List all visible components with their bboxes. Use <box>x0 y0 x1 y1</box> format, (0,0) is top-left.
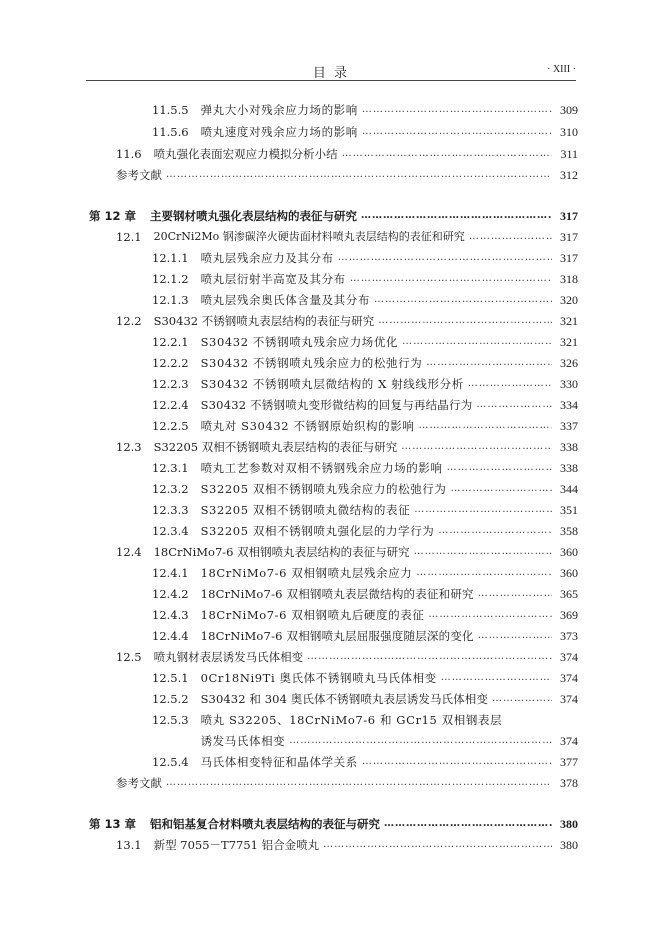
toc-leader-dots <box>414 501 552 519</box>
toc-entry-page: 380 <box>560 817 578 831</box>
toc-chapter[interactable] <box>89 815 578 833</box>
toc-leader-dots <box>374 291 552 309</box>
toc-leader-dots <box>289 732 552 750</box>
toc-leader-dots <box>469 228 552 246</box>
toc-leader-dots <box>401 438 552 456</box>
toc-entry[interactable] <box>152 669 578 687</box>
toc-entry-page: 312 <box>560 168 578 182</box>
toc-entry[interactable] <box>116 836 578 854</box>
toc-leader-dots <box>478 627 552 645</box>
toc-entry-title: 18CrNiMo7-6 双相钢喷丸表层微结构的表征和研究 <box>200 587 474 601</box>
toc-entry-page: 317 <box>560 251 578 265</box>
toc-entry-title: 喷丸对 S30432 不锈钢原始织构的影响 <box>200 419 415 433</box>
toc-entry-references[interactable] <box>116 166 578 184</box>
toc-entry-title: S32205 双相不锈钢喷丸微结构的表征 <box>200 503 411 517</box>
toc-entry-title: 喷丸速度对残余应力场的影响 <box>200 125 358 139</box>
toc-entry-title: 马氏体相变特征和晶体学关系 <box>200 755 358 769</box>
toc-entry-title: 20CrNi2Mo 钢渗碳淬火硬齿面材料喷丸表层结构的表征和研究 <box>153 230 465 243</box>
toc-entry[interactable] <box>152 417 578 435</box>
toc-leader-dots <box>378 312 552 330</box>
toc-entry[interactable] <box>152 270 578 288</box>
toc-leader-dots <box>468 375 552 393</box>
toc-entry[interactable] <box>116 438 578 456</box>
toc-entry[interactable] <box>152 333 578 351</box>
header-title: 目 录 <box>312 66 350 81</box>
toc-entry-page: 374 <box>560 671 578 685</box>
toc-entry-number: 12.5.2 <box>152 692 189 706</box>
toc-entry-number: 12.2.2 <box>152 356 189 370</box>
toc-entry-number: 12.4.4 <box>152 629 189 643</box>
toc-leader-dots <box>428 606 552 624</box>
toc-leader-dots <box>166 166 552 184</box>
toc-entry-number: 12.2.4 <box>152 398 189 412</box>
toc-entry-title: 喷丸强化表面宏观应力模拟分析小结 <box>153 147 338 161</box>
toc-entry[interactable] <box>116 543 578 561</box>
toc-leader-dots <box>342 145 552 163</box>
toc-entry-number: 12.5.3 <box>152 713 189 727</box>
toc-entry-page: 377 <box>560 755 578 769</box>
toc-entry-number: 12.2 <box>116 314 142 328</box>
toc-entry-number: 12.5 <box>116 650 142 664</box>
toc-entry[interactable] <box>152 711 578 729</box>
toc-entry[interactable] <box>152 480 578 498</box>
toc-entry-title: 18CrNiMo7-6 双相钢喷丸层残余应力 <box>200 566 413 580</box>
toc-entry-number: 12.3.1 <box>152 461 189 475</box>
toc-entry[interactable] <box>152 606 578 624</box>
toc-leader-dots <box>416 564 552 582</box>
toc-entry-number: 12.1.1 <box>152 251 189 265</box>
toc-entry-references[interactable] <box>116 774 578 792</box>
toc-entry-page: 369 <box>560 608 578 622</box>
toc-chapter-title: 铝和铝基复合材料喷丸表层结构的表征与研究 <box>150 817 381 831</box>
toc-entry-title: S30432 不锈钢喷丸层微结构的 X 射线线形分析 <box>200 377 464 391</box>
toc-entry-page: 351 <box>560 503 578 517</box>
toc-entry-page: 337 <box>560 419 578 433</box>
toc-entry[interactable] <box>152 291 578 309</box>
toc-entry-number: 13.1 <box>116 838 142 852</box>
toc-entry-page: 334 <box>560 398 578 412</box>
toc-entry-number: 12.4.2 <box>152 587 189 601</box>
toc-entry[interactable] <box>152 585 578 603</box>
toc-entry-number: 12.1.2 <box>152 272 189 286</box>
toc-entry-page: 358 <box>560 524 578 538</box>
toc-entry-number: 12.1.3 <box>152 293 189 307</box>
toc-entry-number: 12.2.1 <box>152 335 189 349</box>
toc-leader-dots <box>166 774 552 792</box>
toc-entry-page: 360 <box>560 566 578 580</box>
toc-entry-page: 330 <box>560 377 578 391</box>
toc-chapter-number: 第 12 章 <box>89 209 137 223</box>
toc-entry-title: 0Cr18Ni9Ti 奥氏体不锈钢喷丸马氏体相变 <box>200 671 437 685</box>
toc-entry-page: 374 <box>560 734 578 748</box>
toc-entry[interactable] <box>152 501 578 519</box>
toc-entry-number: 12.3.4 <box>152 524 189 538</box>
toc-entry-page: 318 <box>560 272 578 286</box>
toc-entry[interactable] <box>152 459 578 477</box>
toc-entry-page: 365 <box>560 587 578 601</box>
toc-entry-page: 380 <box>560 838 578 852</box>
toc-entry-continuation[interactable] <box>152 732 578 750</box>
toc-leader-dots <box>362 101 552 119</box>
toc-entry-number: 12.4.1 <box>152 566 189 580</box>
toc-entry-title: 喷丸层衍射半高宽及其分布 <box>200 272 346 286</box>
toc-entry-number: 12.2.5 <box>152 419 189 433</box>
toc-leader-dots <box>447 459 552 477</box>
toc-entry-title: 喷丸层残余奥氏体含量及其分布 <box>200 293 370 307</box>
toc-entry-title: S30432 不锈钢喷丸残余应力的松弛行为 <box>200 356 423 370</box>
toc-leader-dots <box>492 690 552 708</box>
toc-entry-page: 338 <box>560 440 578 454</box>
toc-chapter-number: 第 13 章 <box>89 817 137 831</box>
toc-entry-page: 373 <box>560 629 578 643</box>
toc-leader-dots <box>362 123 552 141</box>
toc-entry-page: 321 <box>560 335 578 349</box>
toc-entry-title: S30432 不锈钢喷丸表层结构的表征与研究 <box>153 314 375 328</box>
toc-entry[interactable] <box>152 564 578 582</box>
toc-leader-dots <box>438 522 552 540</box>
toc-leader-dots <box>451 480 553 498</box>
toc-entry-number: 11.6 <box>116 147 142 161</box>
toc-entry-page: 374 <box>560 692 578 706</box>
toc-entry-page: 326 <box>560 356 578 370</box>
toc-entry-title: 喷丸钢材表层诱发马氏体相变 <box>153 650 304 664</box>
toc-entry[interactable] <box>116 145 578 163</box>
toc-entry-title: S30432 不锈钢喷丸变形微结构的回复与再结晶行为 <box>200 398 473 412</box>
toc-entry-title: 18CrNiMo7-6 双相钢喷丸层屈服强度随层深的变化 <box>200 629 474 643</box>
toc-entry[interactable] <box>152 396 578 414</box>
toc-leader-dots <box>476 396 552 414</box>
toc-entry[interactable] <box>152 123 578 141</box>
toc-entry-number: 12.4.3 <box>152 608 189 622</box>
toc-leader-dots <box>478 585 552 603</box>
toc-entry-number: 11.5.5 <box>152 103 189 117</box>
toc-entry-number: 12.5.1 <box>152 671 189 685</box>
toc-entry-page: 338 <box>560 461 578 475</box>
toc-entry-page: 317 <box>560 209 578 223</box>
toc-entry-title: 弹丸大小对残余应力场的影响 <box>200 103 358 117</box>
toc-entry[interactable] <box>152 249 578 267</box>
toc-entry-title: 参考文献 <box>116 168 162 182</box>
toc-entry-title: 诱发马氏体相变 <box>200 734 286 748</box>
toc-entry-title: 喷丸工艺参数对双相不锈钢残余应力场的影响 <box>200 461 443 475</box>
toc-entry-title: 18CrNiMo7-6 双相钢喷丸表层结构的表征与研究 <box>153 545 410 559</box>
toc-entry-title: S32205 双相不锈钢喷丸残余应力的松弛行为 <box>200 482 447 496</box>
toc-entry-number: 11.5.6 <box>152 125 189 139</box>
toc-entry-page: 360 <box>560 545 578 559</box>
toc-entry-page: 378 <box>560 776 578 790</box>
toc-leader-dots <box>350 270 552 288</box>
toc-entry[interactable] <box>116 228 578 246</box>
toc-leader-dots <box>441 669 552 687</box>
toc-entry-title: 喷丸层残余应力及其分布 <box>200 251 334 265</box>
toc-leader-dots <box>426 354 552 372</box>
toc-chapter[interactable] <box>89 207 578 225</box>
toc-leader-dots <box>414 543 552 561</box>
toc-leader-dots <box>362 753 552 771</box>
toc-entry-number: 12.1 <box>116 230 142 244</box>
toc-entry-page: 309 <box>560 103 578 117</box>
toc-leader-dots <box>402 333 552 351</box>
toc-entry[interactable] <box>152 690 578 708</box>
toc-entry-page: 344 <box>560 482 578 496</box>
toc-entry[interactable] <box>152 375 578 393</box>
header-page-number: · XIII · <box>547 64 576 75</box>
toc-entry-page: 374 <box>560 650 578 664</box>
toc-entry-number: 12.5.4 <box>152 755 189 769</box>
toc-leader-dots <box>418 417 552 435</box>
toc-leader-dots <box>323 836 552 854</box>
toc-entry-title: S32205 双相不锈钢喷丸强化层的力学行为 <box>200 524 435 538</box>
toc-entry-number: 12.2.3 <box>152 377 189 391</box>
toc-entry[interactable] <box>152 627 578 645</box>
toc-entry-number: 12.3.3 <box>152 503 189 517</box>
toc-entry[interactable] <box>116 312 578 330</box>
toc-leader-dots <box>307 648 552 666</box>
toc-entry[interactable] <box>152 522 578 540</box>
toc-leader-dots <box>361 207 552 225</box>
toc-entry-title: 参考文献 <box>116 776 162 790</box>
toc-entry-title: S32205 双相不锈钢喷丸表层结构的表征与研究 <box>153 440 398 454</box>
toc-leader-dots <box>338 249 552 267</box>
toc-chapter-title: 主要钢材喷丸强化表层结构的表征与研究 <box>150 209 358 223</box>
toc-entry-title: S30432 不锈钢喷丸残余应力场优化 <box>200 335 399 349</box>
toc-entry-title: 新型 7055－T7751 铝合金喷丸 <box>153 838 320 852</box>
page-header <box>86 58 576 81</box>
toc-entry-page: 320 <box>560 293 578 307</box>
toc-entry-number: 12.4 <box>116 545 142 559</box>
toc-entry-page: 311 <box>560 147 578 161</box>
toc-entry-title: 喷丸 S32205、18CrNiMo7-6 和 GCr15 双相钢表层 <box>200 713 503 727</box>
toc-entry[interactable] <box>116 648 578 666</box>
toc-entry-title: 18CrNiMo7-6 双相钢喷丸后硬度的表征 <box>200 608 425 622</box>
toc-entry-page: 317 <box>560 230 578 244</box>
toc-leader-dots <box>384 815 552 833</box>
toc-entry-number: 12.3 <box>116 440 142 454</box>
toc-entry-page: 310 <box>560 125 578 139</box>
toc-entry[interactable] <box>152 101 578 119</box>
toc-entry-page: 321 <box>560 314 578 328</box>
toc-entry[interactable] <box>152 753 578 771</box>
toc-entry-title: S30432 和 304 奥氏体不锈钢喷丸表层诱发马氏体相变 <box>200 692 488 706</box>
toc-entry-number: 12.3.2 <box>152 482 189 496</box>
toc-entry[interactable] <box>152 354 578 372</box>
